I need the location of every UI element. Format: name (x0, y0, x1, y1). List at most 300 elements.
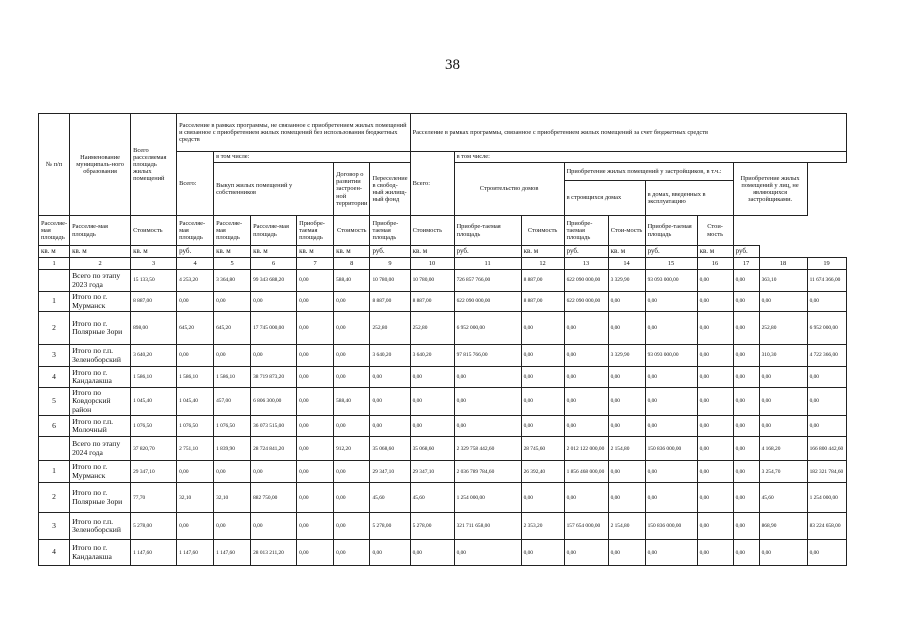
value-cell: 0,00 (297, 367, 334, 388)
row-name: Итого по г. Полярные Зори (70, 312, 131, 345)
column-number: 17 (733, 258, 759, 270)
value-cell: 0,00 (334, 416, 370, 437)
value-cell: 0,00 (251, 461, 297, 483)
value-cell: 0,00 (733, 292, 759, 312)
row-name: Итого по г. Полярные Зори (70, 483, 131, 513)
value-cell: 0,00 (370, 540, 410, 566)
value-cell: 0,00 (733, 312, 759, 345)
value-cell: 8 887,00 (521, 270, 564, 292)
header-under-construction: в строящихся домах (564, 181, 645, 216)
value-cell: 0,00 (521, 345, 564, 367)
value-cell: 0,00 (214, 292, 251, 312)
value-cell: 0,00 (370, 388, 410, 416)
column-number: 7 (297, 258, 334, 270)
header-buyout: Выкуп жилых помещений у собственников (214, 163, 334, 216)
value-cell: 1 147,60 (177, 540, 214, 566)
sub-resettled-area: Расселяе-мая площадь (214, 216, 251, 246)
value-cell: 3 640,20 (410, 345, 454, 367)
value-cell: 0,00 (608, 292, 645, 312)
sub-resettled-area: Расселяе-мая площадь (177, 216, 214, 246)
table-row (39, 461, 847, 483)
value-cell: 35 068,60 (370, 437, 410, 461)
row-number: 3 (39, 345, 70, 367)
value-cell: 1 586,10 (214, 367, 251, 388)
value-cell: 0,00 (454, 416, 521, 437)
sub-acquired-area: Приобре-таемая площадь (645, 216, 697, 246)
header-free-fund: Переселение в свобод-ный жилищ-ный фонд (370, 163, 410, 216)
value-cell: 0,00 (733, 540, 759, 566)
row-number (39, 270, 70, 292)
table-row (39, 513, 847, 540)
value-cell: 0,00 (410, 367, 454, 388)
value-cell: 77,70 (131, 483, 177, 513)
value-cell: 35 068,60 (410, 437, 454, 461)
column-number: 16 (697, 258, 733, 270)
value-cell: 0,00 (807, 367, 846, 388)
value-cell: 1 586,10 (131, 367, 177, 388)
value-cell: 0,00 (251, 345, 297, 367)
header-in-operation: в домах, введенных в эксплуатацию (645, 181, 733, 216)
value-cell: 0,00 (697, 292, 733, 312)
value-cell: 29 347,10 (131, 461, 177, 483)
table-row (39, 388, 847, 416)
unit-cell: кв. м (251, 246, 297, 258)
column-number: 19 (807, 258, 846, 270)
value-cell: 1 076,50 (214, 416, 251, 437)
column-number: 18 (759, 258, 807, 270)
value-cell: 622 090 000,00 (564, 292, 608, 312)
value-cell: 310,30 (759, 345, 807, 367)
value-cell: 0,00 (645, 461, 697, 483)
value-cell: 182 321 784,60 (807, 461, 846, 483)
header-incl-a: в том числе: (214, 152, 410, 163)
row-name: Итого по г.п. Зеленоборский (70, 345, 131, 367)
unit-cell: кв. м (214, 246, 251, 258)
value-cell: 0,00 (177, 345, 214, 367)
value-cell: 0,00 (297, 461, 334, 483)
value-cell: 0,00 (608, 461, 645, 483)
unit-cell: кв. м (297, 246, 334, 258)
column-number: 15 (645, 258, 697, 270)
sub-resettled-area: Расселяе-мая площадь (39, 216, 70, 246)
value-cell: 1 254 000,00 (807, 483, 846, 513)
value-cell: 0,00 (521, 367, 564, 388)
value-cell: 0,00 (370, 416, 410, 437)
value-cell: 588,40 (334, 388, 370, 416)
value-cell: 1 045,40 (177, 388, 214, 416)
table-row (39, 367, 847, 388)
value-cell: 0,00 (297, 270, 334, 292)
row-name: Итого по г.п. Молочный (70, 416, 131, 437)
value-cell: 0,00 (733, 345, 759, 367)
row-name: Итого по г.п. Зеленоборский (70, 513, 131, 540)
value-cell: 3 254,70 (759, 461, 807, 483)
row-name: Всего по этапу 2023 года (70, 270, 131, 292)
value-cell: 2 012 122 000,00 (564, 437, 608, 461)
row-number: 5 (39, 388, 70, 416)
value-cell: 0,00 (697, 270, 733, 292)
column-number: 12 (521, 258, 564, 270)
value-cell: 11 674 366,00 (807, 270, 846, 292)
row-name: Итого по г. Мурманск (70, 292, 131, 312)
value-cell: 38 719 873,20 (251, 367, 297, 388)
value-cell: 0,00 (733, 483, 759, 513)
table-row (39, 416, 847, 437)
value-cell: 0,00 (759, 416, 807, 437)
value-cell: 2 353,20 (521, 513, 564, 540)
value-cell: 0,00 (733, 461, 759, 483)
stage-total-row (39, 270, 847, 292)
value-cell: 1 856 468 000,00 (564, 461, 608, 483)
page-number: 38 (445, 57, 460, 73)
header-group-b: Расселение в рамках программы, связанное с приобретением жилых помещений за счет бюджетных средств (410, 114, 846, 152)
value-cell: 0,00 (410, 388, 454, 416)
value-cell: 0,00 (733, 270, 759, 292)
value-cell: 0,00 (697, 312, 733, 345)
value-cell: 0,00 (214, 461, 251, 483)
value-cell: 3 640,20 (131, 345, 177, 367)
value-cell: 28 745,60 (521, 437, 564, 461)
value-cell: 0,00 (697, 461, 733, 483)
value-cell: 0,00 (733, 367, 759, 388)
value-cell: 5 278,00 (410, 513, 454, 540)
value-cell: 8 887,00 (370, 292, 410, 312)
value-cell: 0,00 (564, 312, 608, 345)
value-cell: 622 090 000,00 (454, 292, 521, 312)
value-cell: 17 745 000,00 (251, 312, 297, 345)
value-cell: 0,00 (564, 367, 608, 388)
value-cell: 150 836 000,00 (645, 513, 697, 540)
value-cell: 2 154,80 (608, 437, 645, 461)
value-cell: 8 887,00 (410, 292, 454, 312)
value-cell: 0,00 (214, 513, 251, 540)
value-cell: 28 724 841,20 (251, 437, 297, 461)
row-name: Итого по г. Кандалакша (70, 367, 131, 388)
value-cell: 93 093 000,00 (645, 345, 697, 367)
header-total-a: Всего: (177, 152, 214, 216)
value-cell: 3 640,20 (370, 345, 410, 367)
table-row (39, 292, 847, 312)
header-construction: Строительство домов (454, 163, 564, 216)
value-cell: 0,00 (645, 367, 697, 388)
value-cell: 0,00 (759, 540, 807, 566)
sub-cost: Стоимость (521, 216, 564, 246)
value-cell: 0,00 (177, 461, 214, 483)
value-cell: 15 133,50 (131, 270, 177, 292)
value-cell: 2 154,80 (608, 513, 645, 540)
row-number: 4 (39, 367, 70, 388)
value-cell: 97 815 766,00 (454, 345, 521, 367)
value-cell: 0,00 (645, 483, 697, 513)
value-cell: 1 254 000,00 (454, 483, 521, 513)
column-number: 3 (131, 258, 177, 270)
value-cell: 0,00 (410, 540, 454, 566)
value-cell: 0,00 (807, 416, 846, 437)
value-cell: 0,00 (297, 416, 334, 437)
value-cell: 0,00 (697, 483, 733, 513)
value-cell: 0,00 (697, 416, 733, 437)
value-cell: 0,00 (608, 367, 645, 388)
value-cell: 0,00 (807, 540, 846, 566)
value-cell: 882 750,00 (251, 483, 297, 513)
value-cell: 0,00 (759, 292, 807, 312)
header-dev-contract: Договор о развитии застроен-ной территории (334, 163, 370, 216)
value-cell: 150 836 000,00 (645, 437, 697, 461)
value-cell: 0,00 (297, 345, 334, 367)
value-cell: 868,90 (759, 513, 807, 540)
column-number: 8 (334, 258, 370, 270)
value-cell: 0,00 (697, 437, 733, 461)
value-cell: 252,80 (410, 312, 454, 345)
value-cell: 321 711 658,00 (454, 513, 521, 540)
value-cell: 0,00 (645, 388, 697, 416)
value-cell: 0,00 (297, 312, 334, 345)
value-cell: 2 329 758 442,60 (454, 437, 521, 461)
column-number: 14 (608, 258, 645, 270)
value-cell: 45,60 (759, 483, 807, 513)
value-cell: 0,00 (645, 312, 697, 345)
units-row (39, 246, 847, 258)
value-cell: 912,20 (334, 437, 370, 461)
value-cell: 0,00 (334, 461, 370, 483)
header-total-b: Всего: (410, 152, 454, 216)
value-cell: 0,00 (334, 367, 370, 388)
sub-acquired-area: Приобре-таемая площадь (564, 216, 608, 246)
table-row (39, 345, 847, 367)
value-cell: 2 751,10 (177, 437, 214, 461)
value-cell: 1 586,10 (177, 367, 214, 388)
value-cell: 0,00 (608, 540, 645, 566)
sub-resettled-area: Расселяе-мая площадь (251, 216, 297, 246)
value-cell: 898,00 (131, 312, 177, 345)
value-cell: 26 392,40 (521, 461, 564, 483)
value-cell: 1 045,40 (131, 388, 177, 416)
value-cell: 0,00 (297, 388, 334, 416)
value-cell: 29 347,10 (410, 461, 454, 483)
value-cell: 0,00 (334, 483, 370, 513)
value-cell: 8 887,00 (131, 292, 177, 312)
row-number: 1 (39, 461, 70, 483)
value-cell: 0,00 (334, 513, 370, 540)
row-number: 2 (39, 312, 70, 345)
value-cell: 3 329,90 (608, 345, 645, 367)
value-cell: 1 076,50 (131, 416, 177, 437)
row-number: 4 (39, 540, 70, 566)
column-number: 2 (70, 258, 131, 270)
value-cell: 0,00 (645, 292, 697, 312)
unit-cell: кв. м (131, 246, 177, 258)
value-cell: 0,00 (521, 416, 564, 437)
sub-cost: Стоимость (334, 216, 370, 246)
value-cell: 0,00 (334, 312, 370, 345)
value-cell: 363,10 (759, 270, 807, 292)
value-cell: 0,00 (733, 513, 759, 540)
unit-cell: руб. (733, 246, 759, 258)
value-cell: 0,00 (608, 312, 645, 345)
resettlement-table (38, 113, 847, 566)
value-cell: 36 073 515,00 (251, 416, 297, 437)
value-cell: 32,10 (214, 483, 251, 513)
value-cell: 1 076,50 (177, 416, 214, 437)
header-name: Наименование муниципаль-ного образования (70, 114, 131, 216)
column-number: 10 (410, 258, 454, 270)
value-cell: 0,00 (697, 345, 733, 367)
value-cell: 0,00 (807, 388, 846, 416)
value-cell: 0,00 (564, 345, 608, 367)
value-cell: 6 952 000,00 (454, 312, 521, 345)
header-group-a: Расселение в рамках программы, не связанное с приобретением жилых помещений и связанное с приобретением жилых помещений без использования бюджетных средств (177, 114, 410, 152)
value-cell: 0,00 (214, 345, 251, 367)
value-cell: 1 147,60 (214, 540, 251, 566)
value-cell: 0,00 (334, 292, 370, 312)
unit-cell: кв. м (39, 246, 70, 258)
value-cell: 6 806 300,00 (251, 388, 297, 416)
sub-resettled-area: Расселяе-мая площадь (70, 216, 131, 246)
sub-cost: Стоимость (131, 216, 177, 246)
value-cell: 0,00 (334, 345, 370, 367)
sub-acquired-area: Приобре-таемая площадь (297, 216, 334, 246)
value-cell: 0,00 (733, 437, 759, 461)
header-incl-b: в том числе: (454, 152, 846, 163)
value-cell: 0,00 (251, 513, 297, 540)
value-cell: 0,00 (410, 416, 454, 437)
sub-acquired-area: Приобре-таемая площадь (454, 216, 521, 246)
value-cell: 0,00 (521, 388, 564, 416)
value-cell: 0,00 (297, 483, 334, 513)
unit-cell: кв. м (70, 246, 131, 258)
unit-cell: руб. (564, 246, 608, 258)
value-cell: 5 278,00 (370, 513, 410, 540)
value-cell: 0,00 (251, 292, 297, 312)
column-number: 9 (370, 258, 410, 270)
header-developer-purchase: Приобретение жилых помещений у застройщиков, в т.ч.: (564, 163, 733, 181)
value-cell: 0,00 (807, 292, 846, 312)
value-cell: 0,00 (521, 540, 564, 566)
value-cell: 0,00 (297, 540, 334, 566)
value-cell: 4 722 366,00 (807, 345, 846, 367)
value-cell: 252,80 (759, 312, 807, 345)
row-name: Итого по Ковдорский район (70, 388, 131, 416)
column-number: 1 (39, 258, 70, 270)
value-cell: 29 347,10 (370, 461, 410, 483)
value-cell: 1 839,90 (214, 437, 251, 461)
value-cell: 0,00 (645, 416, 697, 437)
value-cell: 0,00 (521, 312, 564, 345)
value-cell: 83 224 658,00 (807, 513, 846, 540)
value-cell: 622 090 000,00 (564, 270, 608, 292)
value-cell: 0,00 (454, 388, 521, 416)
value-cell: 0,00 (177, 292, 214, 312)
unit-cell: кв. м (410, 246, 454, 258)
value-cell: 37 820,70 (131, 437, 177, 461)
unit-cell: руб. (645, 246, 697, 258)
value-cell: 0,00 (697, 367, 733, 388)
value-cell: 45,60 (370, 483, 410, 513)
value-cell: 3 364,80 (214, 270, 251, 292)
row-name: Итого по г. Мурманск (70, 461, 131, 483)
value-cell: 6 952 000,00 (807, 312, 846, 345)
value-cell: 32,10 (177, 483, 214, 513)
header-num: № п/п (39, 114, 70, 216)
value-cell: 0,00 (370, 367, 410, 388)
row-number: 6 (39, 416, 70, 437)
header-non-developer: Приобретение жилых помещений у лиц, не являющихся застройщиками. (733, 163, 807, 216)
row-number (39, 437, 70, 461)
value-cell: 0,00 (564, 416, 608, 437)
value-cell: 252,80 (370, 312, 410, 345)
value-cell: 0,00 (608, 483, 645, 513)
table-row (39, 483, 847, 513)
row-name: Итого по г. Кандалакша (70, 540, 131, 566)
value-cell: 2 036 789 784,60 (454, 461, 521, 483)
column-number: 13 (564, 258, 608, 270)
unit-cell: руб. (454, 246, 521, 258)
column-number: 11 (454, 258, 521, 270)
sub-cost: Стои-мость (697, 216, 733, 246)
value-cell: 726 857 766,00 (454, 270, 521, 292)
value-cell: 0,00 (697, 388, 733, 416)
value-cell: 457,00 (214, 388, 251, 416)
value-cell: 645,20 (177, 312, 214, 345)
value-cell: 0,00 (645, 540, 697, 566)
row-number: 3 (39, 513, 70, 540)
value-cell: 93 093 000,00 (645, 270, 697, 292)
value-cell: 8 887,00 (521, 292, 564, 312)
value-cell: 28 013 211,20 (251, 540, 297, 566)
value-cell: 5 278,00 (131, 513, 177, 540)
column-number: 4 (177, 258, 214, 270)
value-cell: 166 800 442,60 (807, 437, 846, 461)
value-cell: 3 329,90 (608, 270, 645, 292)
unit-cell: кв. м (608, 246, 645, 258)
value-cell: 645,20 (214, 312, 251, 345)
value-cell: 4 168,20 (759, 437, 807, 461)
value-cell: 0,00 (608, 416, 645, 437)
unit-cell: руб. (370, 246, 410, 258)
value-cell: 0,00 (334, 540, 370, 566)
value-cell: 0,00 (177, 513, 214, 540)
value-cell: 0,00 (733, 416, 759, 437)
sub-cost: Стои-мость (608, 216, 645, 246)
value-cell: 0,00 (564, 388, 608, 416)
value-cell: 157 654 000,00 (564, 513, 608, 540)
value-cell: 99 343 688,20 (251, 270, 297, 292)
value-cell: 1 147,60 (131, 540, 177, 566)
value-cell: 0,00 (454, 540, 521, 566)
value-cell: 0,00 (564, 540, 608, 566)
value-cell: 0,00 (297, 437, 334, 461)
value-cell: 10 780,00 (370, 270, 410, 292)
row-number: 2 (39, 483, 70, 513)
sub-cost: Стоимость (410, 216, 454, 246)
value-cell: 0,00 (759, 367, 807, 388)
value-cell: 45,60 (410, 483, 454, 513)
unit-cell: кв. м (697, 246, 733, 258)
stage-total-row (39, 437, 847, 461)
sub-acquired-area: Приобре-таемая площадь (370, 216, 410, 246)
column-number: 5 (214, 258, 251, 270)
value-cell: 0,00 (759, 388, 807, 416)
value-cell: 0,00 (697, 513, 733, 540)
value-cell: 10 780,00 (410, 270, 454, 292)
value-cell: 0,00 (564, 483, 608, 513)
table-row (39, 540, 847, 566)
value-cell: 0,00 (297, 292, 334, 312)
value-cell: 0,00 (454, 367, 521, 388)
header-total-area: Всего расселяемая площадь жилых помещений (131, 114, 177, 216)
value-cell: 588,40 (334, 270, 370, 292)
table-row (39, 312, 847, 345)
